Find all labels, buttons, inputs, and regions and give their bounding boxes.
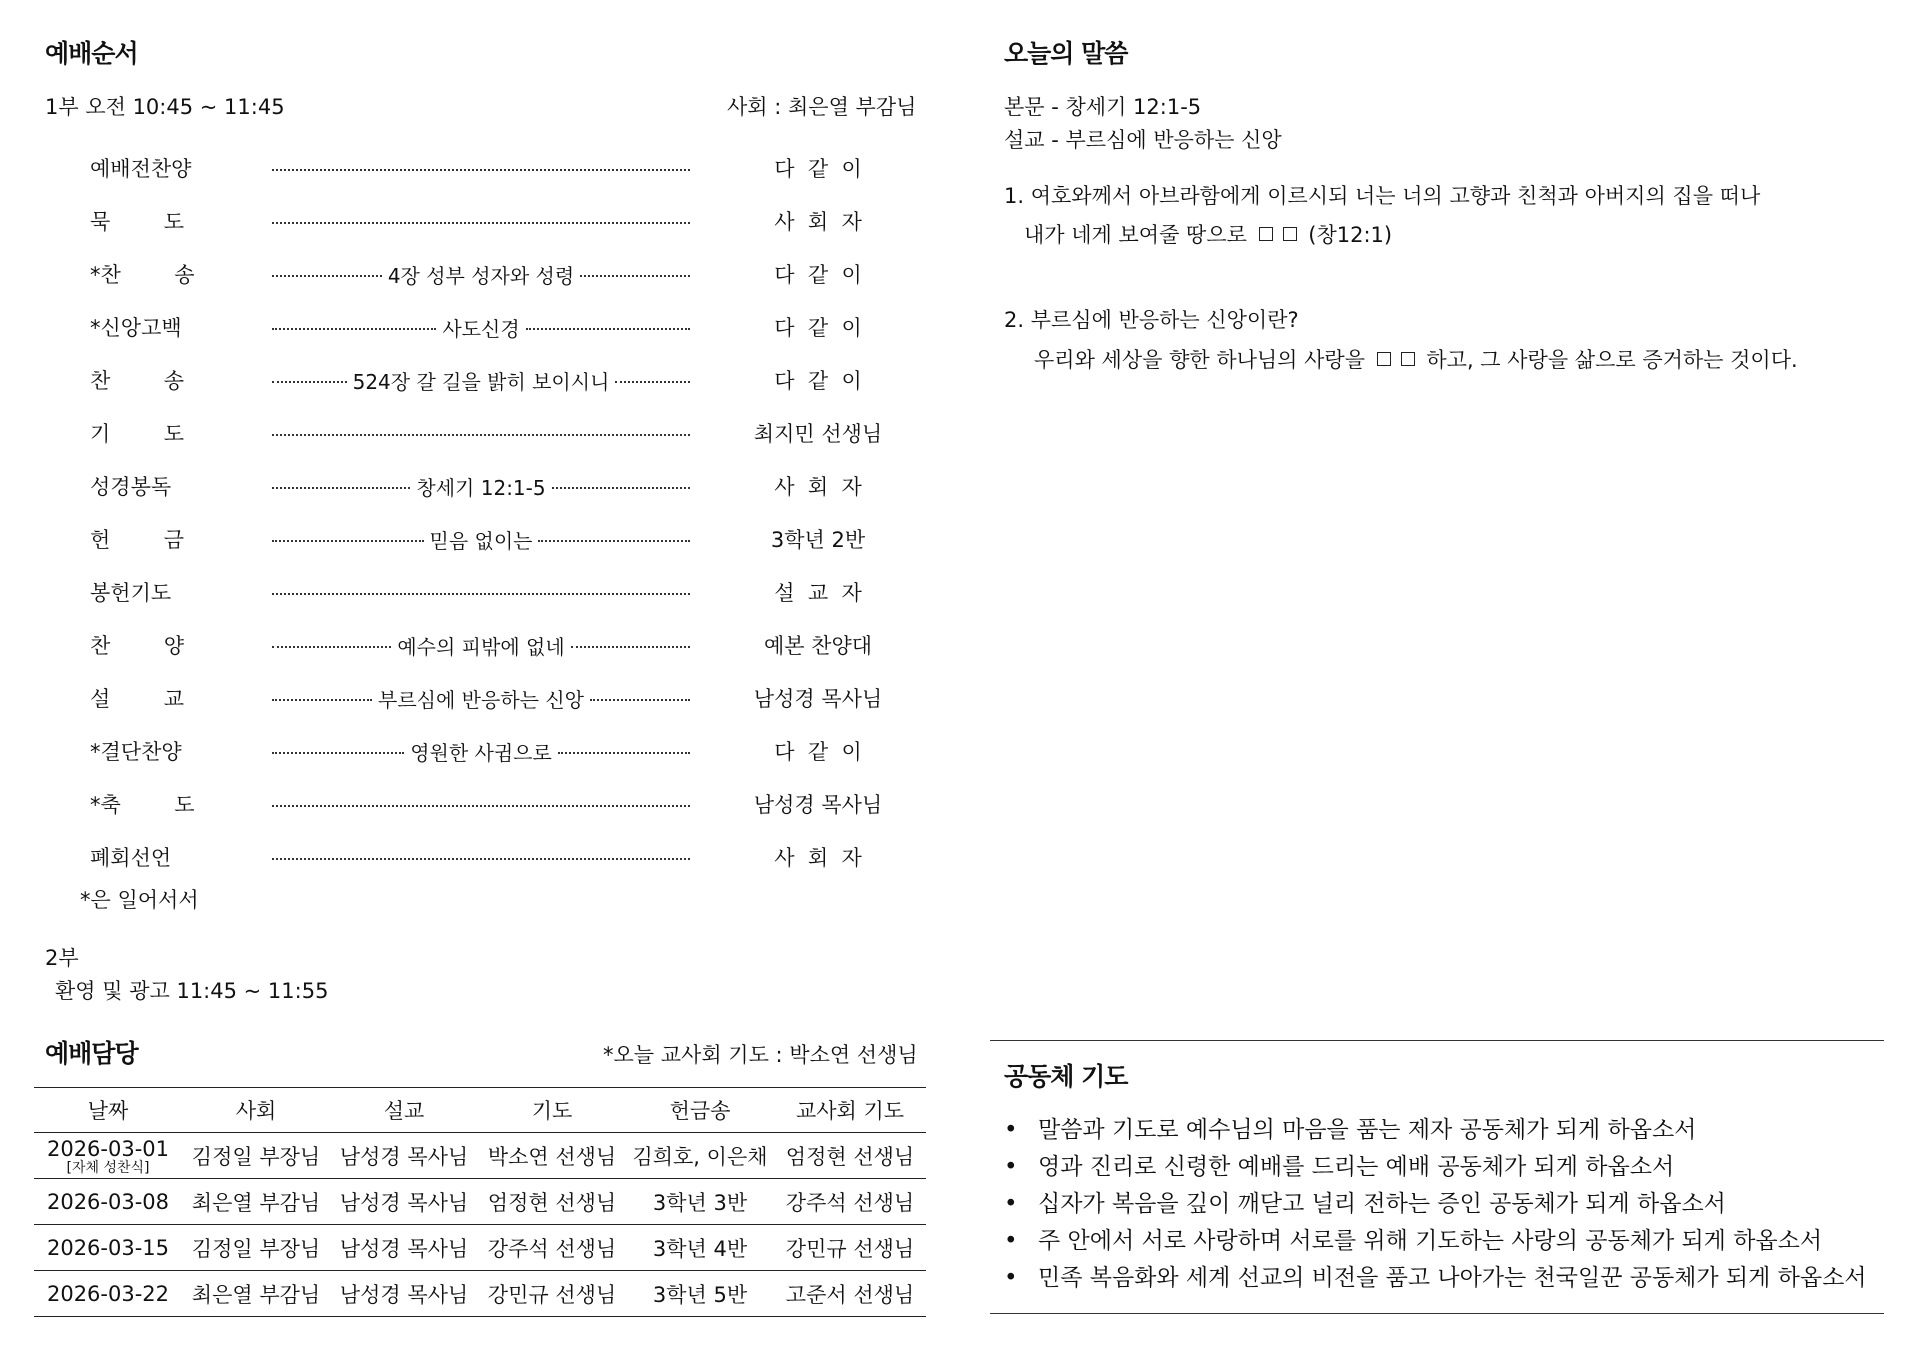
order-item (0, 736, 920, 789)
order-item-leader (272, 524, 690, 554)
part2-label: 2부 (45, 946, 79, 970)
cell-offering-song: 3학년 5반 (652, 1282, 748, 1307)
order-item-name: *축 도 (90, 793, 195, 817)
blank-box-icon (1401, 352, 1415, 366)
question-2-line-2 (1034, 344, 1798, 374)
date-text: 2026-03-15 (46, 1235, 170, 1260)
duty-table (34, 1087, 926, 1317)
date-text: 2026-03-01 (46, 1136, 170, 1161)
part1-time: 1부 오전 10:45 ~ 11:45 (45, 95, 285, 119)
order-item (0, 418, 920, 471)
order-item-name: 봉헌기도 (90, 581, 172, 605)
order-item (0, 577, 920, 630)
prayer-list (1004, 1111, 1867, 1296)
host-label: 사회 : 최은열 부감님 (727, 95, 917, 119)
date-text: 2026-03-22 (46, 1281, 170, 1306)
cell-host: 최은열 부감님 (191, 1282, 321, 1307)
q1-text: 내가 네게 보여줄 땅으로 (1024, 223, 1247, 247)
order-item-person: 사 회 자 (774, 210, 862, 234)
duty-header-row (34, 1088, 926, 1133)
header-host: 사회 (235, 1099, 277, 1123)
cell-preacher: 남성경 목사님 (339, 1282, 469, 1307)
cell-prayer: 강민규 선생님 (487, 1282, 617, 1307)
order-item-person: 다 같 이 (774, 263, 862, 287)
order-item-person: 사 회 자 (774, 846, 862, 870)
header-teacher-prayer: 교사회 기도 (795, 1099, 905, 1123)
cell-offering-song: 김희호, 이은채 (632, 1144, 768, 1169)
prayer-text: 말씀과 기도로 예수님의 마음을 품는 제자 공동체가 되게 하옵소서 (1038, 1117, 1697, 1143)
order-item (0, 365, 920, 418)
cell-prayer: 엄정현 선생님 (487, 1190, 617, 1215)
bullet-icon: • (1004, 1228, 1018, 1254)
table-row (34, 1271, 926, 1317)
cell-host: 김정일 부장님 (191, 1236, 321, 1261)
question-1-line-2 (1024, 219, 1392, 249)
cell-date (34, 1271, 182, 1317)
order-item (0, 683, 920, 736)
order-item-detail: 524장 갈 길을 밝히 보이시니 (352, 369, 610, 394)
table-row (34, 1225, 926, 1271)
cell-host: 최은열 부감님 (191, 1190, 321, 1215)
bullet-icon: • (1004, 1154, 1018, 1180)
order-item-name: 성경봉독 (90, 475, 172, 499)
blank-box-icon (1377, 352, 1391, 366)
order-item-leader (272, 206, 690, 236)
cell-teacher-prayer: 강주석 선생님 (785, 1190, 915, 1215)
word-title: 오늘의 말씀 (1004, 39, 1128, 68)
header-prayer: 기도 (531, 1099, 573, 1123)
cell-offering-song: 3학년 4반 (652, 1236, 748, 1261)
part2-time: 환영 및 광고 11:45 ~ 11:55 (55, 979, 329, 1003)
question-1-line-1: 1. 여호와께서 아브라함에게 이르시되 너는 너의 고향과 친척과 아버지의 집을 떠나 (1004, 184, 1761, 208)
q2-text-end: 하고, 그 사랑을 삶으로 증거하는 것이다. (1426, 348, 1798, 372)
cell-teacher-prayer: 강민규 선생님 (785, 1236, 915, 1261)
order-item-name: 설 교 (90, 687, 184, 711)
table-row (34, 1133, 926, 1179)
standing-note: *은 일어서서 (80, 888, 199, 912)
order-item-person: 다 같 이 (774, 740, 862, 764)
list-item (1004, 1185, 1867, 1222)
cell-teacher-prayer: 엄정현 선생님 (785, 1144, 915, 1169)
order-item-person: 최지민 선생님 (753, 422, 883, 446)
order-item-leader (272, 153, 690, 183)
sermon-line: 설교 - 부르심에 반응하는 신앙 (1004, 128, 1282, 152)
order-item-name: *찬 송 (90, 263, 195, 287)
cell-preacher: 남성경 목사님 (339, 1236, 469, 1261)
order-item-leader (272, 418, 690, 448)
prayer-text: 영과 진리로 신령한 예배를 드리는 예배 공동체가 되게 하옵소서 (1038, 1154, 1675, 1180)
order-item-name: 헌 금 (90, 528, 184, 552)
cell-prayer: 박소연 선생님 (487, 1144, 617, 1169)
order-item-person: 3학년 2반 (770, 528, 866, 552)
prayer-title: 공동체 기도 (1004, 1062, 1128, 1091)
order-item-person: 다 같 이 (774, 316, 862, 340)
q2-text-start: 우리와 세상을 향한 하나님의 사랑을 (1034, 348, 1365, 372)
order-item-name: 묵 도 (90, 210, 184, 234)
order-item-detail: 4장 성부 성자와 성령 (387, 263, 575, 288)
order-item-name: 기 도 (90, 422, 184, 446)
order-item-leader (272, 630, 690, 660)
order-item-detail: 사도신경 (442, 316, 520, 341)
order-item-name: 찬 양 (90, 634, 184, 658)
order-item-name: *신앙고백 (90, 316, 182, 340)
question-2-line-1: 2. 부르심에 반응하는 신앙이란? (1004, 308, 1299, 332)
order-title: 예배순서 (45, 39, 138, 68)
order-item-person: 사 회 자 (774, 475, 862, 499)
list-item (1004, 1111, 1867, 1148)
date-note: [자체 성찬식] (66, 1159, 150, 1176)
order-item-leader (272, 471, 690, 501)
order-item-leader (272, 577, 690, 607)
order-item-person: 남성경 목사님 (753, 793, 883, 817)
order-item-person: 예본 찬양대 (763, 634, 873, 658)
cell-offering-song: 3학년 3반 (652, 1190, 748, 1215)
q1-reference: (창12:1) (1308, 223, 1393, 247)
order-item (0, 312, 920, 365)
order-item-detail: 영원한 사귐으로 (410, 740, 552, 765)
prayer-text: 민족 복음화와 세계 선교의 비전을 품고 나아가는 천국일꾼 공동체가 되게 하옵소서 (1038, 1265, 1867, 1291)
order-item-leader (272, 736, 690, 766)
order-item (0, 471, 920, 524)
order-item-person: 남성경 목사님 (753, 687, 883, 711)
order-item-name: 폐회선언 (90, 846, 172, 870)
list-item (1004, 1222, 1867, 1259)
blank-box-icon (1283, 227, 1297, 241)
cell-date (34, 1179, 182, 1225)
cell-host: 김정일 부장님 (191, 1144, 321, 1169)
prayer-section (990, 1040, 1884, 1314)
order-item-person: 설 교 자 (774, 581, 862, 605)
date-text: 2026-03-08 (46, 1189, 170, 1214)
order-item-leader (272, 365, 690, 395)
header-preacher: 설교 (383, 1099, 425, 1123)
table-row (34, 1179, 926, 1225)
bullet-icon: • (1004, 1265, 1018, 1291)
header-date: 날짜 (87, 1099, 129, 1123)
cell-date (34, 1225, 182, 1271)
cell-teacher-prayer: 고준서 선생님 (785, 1282, 915, 1307)
order-item (0, 153, 920, 206)
teacher-prayer-note: *오늘 교사회 기도 : 박소연 선생님 (603, 1043, 918, 1067)
order-item-detail: 창세기 12:1-5 (416, 475, 546, 500)
prayer-text: 십자가 복음을 깊이 깨닫고 널리 전하는 증인 공동체가 되게 하옵소서 (1038, 1191, 1726, 1217)
order-item (0, 524, 920, 577)
order-item-name: *결단찬양 (90, 740, 182, 764)
list-item (1004, 1148, 1867, 1185)
prayer-text: 주 안에서 서로 사랑하며 서로를 위해 기도하는 사랑의 공동체가 되게 하옵소서 (1038, 1228, 1823, 1254)
bullet-icon: • (1004, 1191, 1018, 1217)
order-item-leader (272, 312, 690, 342)
blank-box-icon (1259, 227, 1273, 241)
order-item-person: 다 같 이 (774, 157, 862, 181)
header-offering-song: 헌금송 (669, 1099, 731, 1123)
order-item (0, 630, 920, 683)
order-item-leader (272, 842, 690, 872)
list-item (1004, 1259, 1867, 1296)
order-item-detail: 부르심에 반응하는 신앙 (378, 687, 584, 712)
scripture-line: 본문 - 창세기 12:1-5 (1004, 95, 1202, 119)
order-item (0, 789, 920, 842)
order-item-name: 찬 송 (90, 369, 184, 393)
order-item-leader (272, 789, 690, 819)
order-item-leader (272, 259, 690, 289)
order-item (0, 206, 920, 259)
duty-title: 예배담당 (45, 1039, 138, 1068)
cell-preacher: 남성경 목사님 (339, 1144, 469, 1169)
order-item-detail: 예수의 피밖에 없네 (397, 634, 565, 659)
order-item-leader (272, 683, 690, 713)
bullet-icon: • (1004, 1117, 1018, 1143)
order-item-detail: 믿음 없이는 (429, 528, 533, 553)
cell-prayer: 강주석 선생님 (487, 1236, 617, 1261)
order-item (0, 259, 920, 312)
cell-date (34, 1133, 182, 1179)
order-item-name: 예배전찬양 (90, 157, 192, 181)
order-item-person: 다 같 이 (774, 369, 862, 393)
cell-preacher: 남성경 목사님 (339, 1190, 469, 1215)
